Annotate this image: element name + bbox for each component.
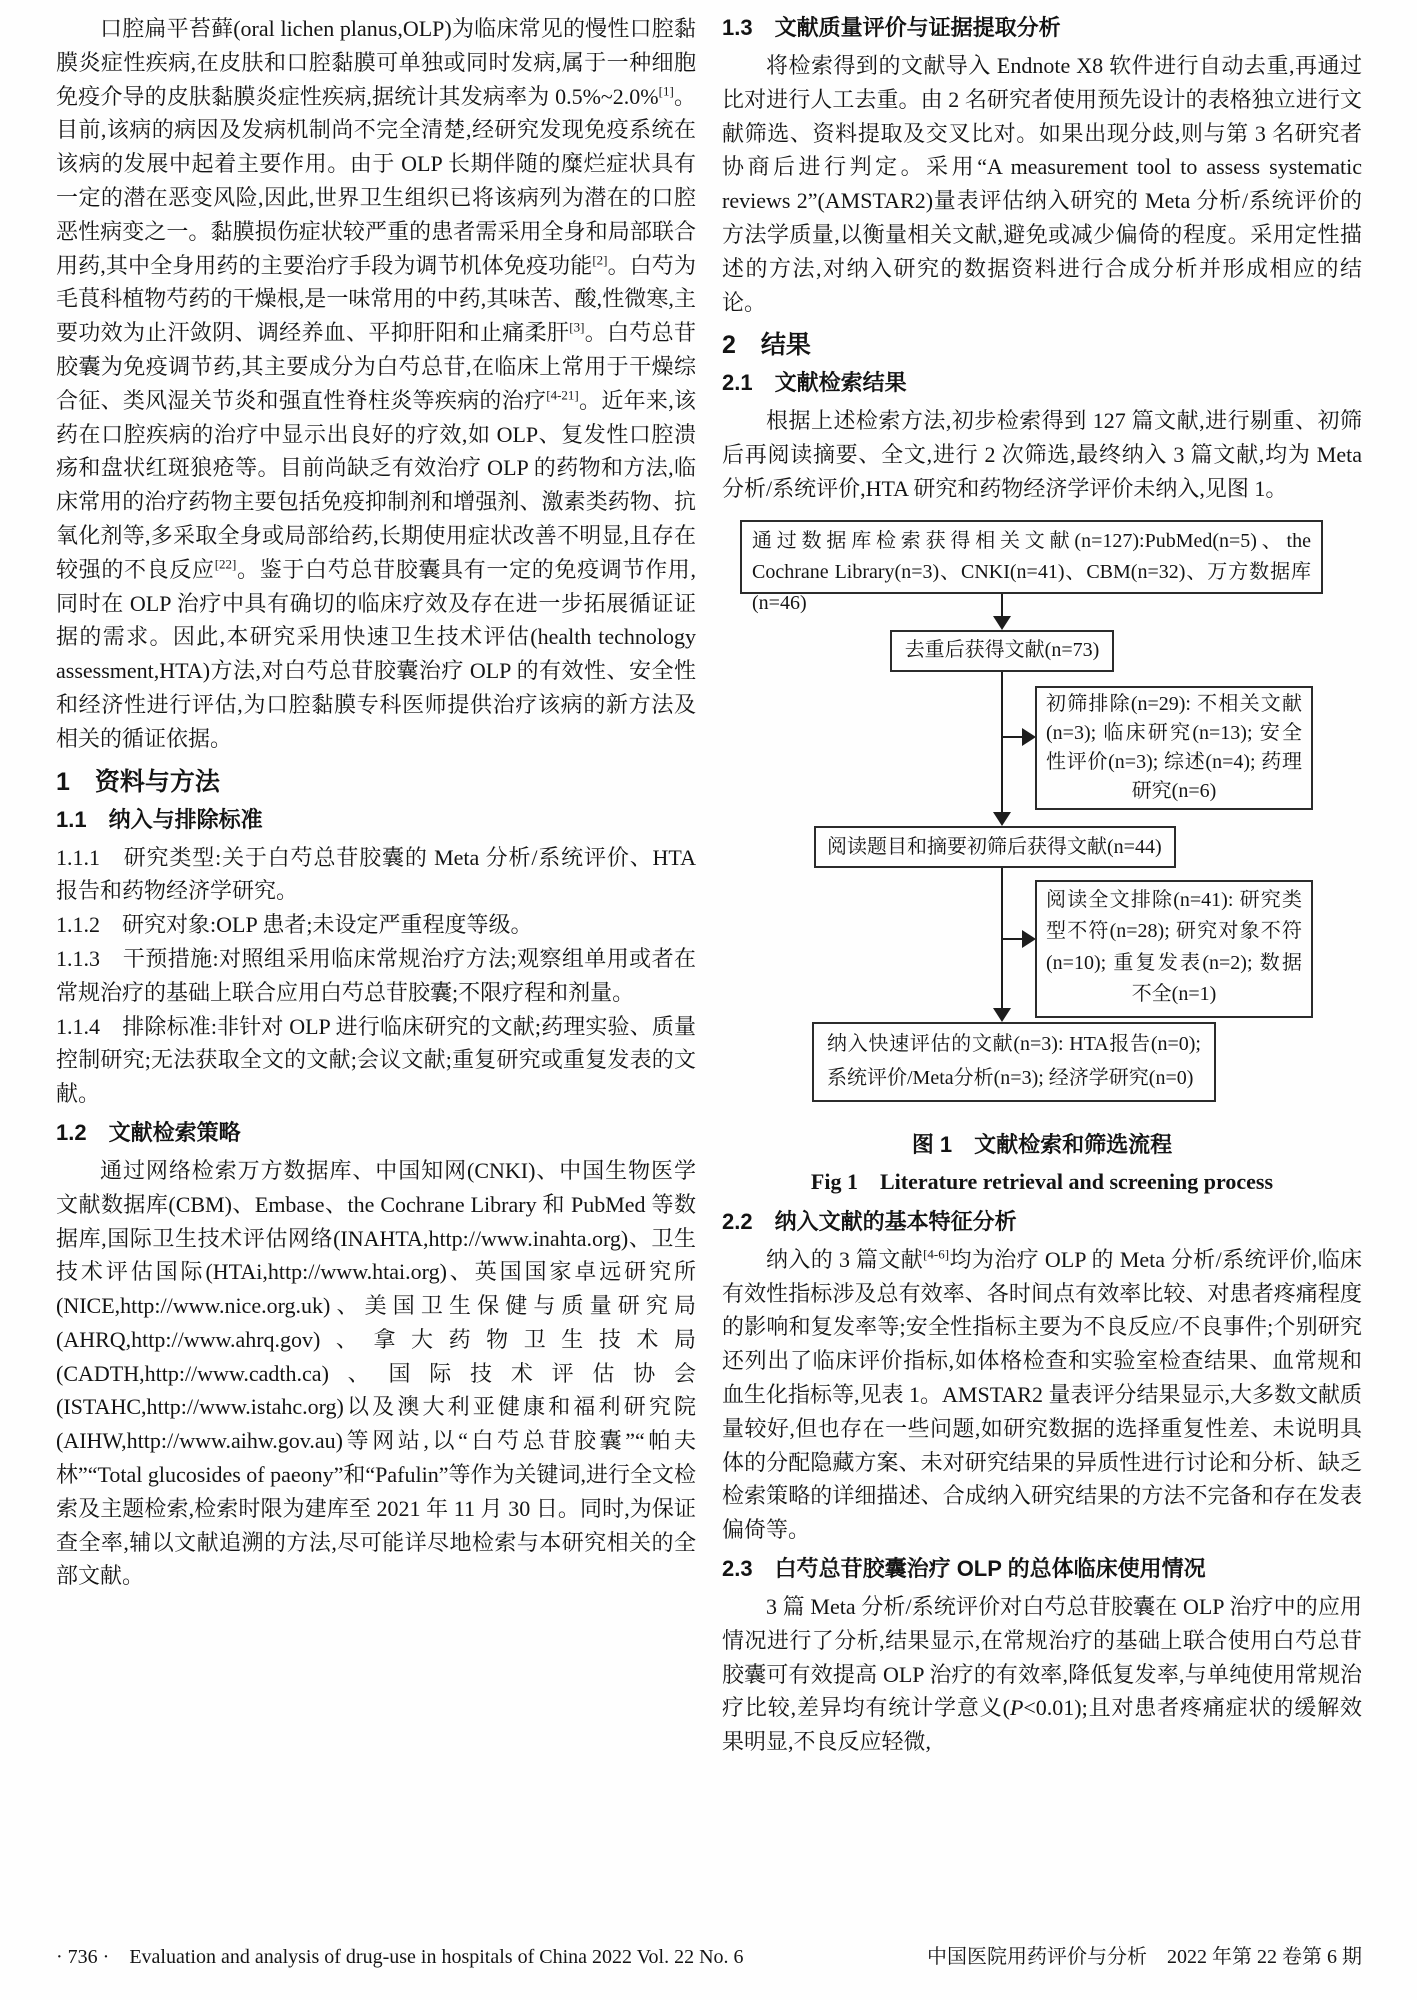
figure1-flowchart [722,518,1326,1110]
heading-materials-methods: 1 资料与方法 [56,767,220,796]
paragraph-characteristics: 纳入的 3 篇文献[4-6]均为治疗 OLP 的 Meta 分析/系统评价,临床有效性指标涉及总有效率、各时间点有效率比较、对患者疼痛程度的影响和复发率等;安全性指标主要为不良反应/不良事件;个别研究还列出了临床评价指标,如体格检查和实验室检查结果、血常规和血生化指标等,见表 1。AMSTAR2 量表评分结果显示,大多数文献质量较好,但也存在一些问题,如研究数据的选择重复性差、未说明具体的分配隐藏方案、未对研究结果的异质性进行讨论和分析、缺乏检索策略的详细描述、合成纳入研究结果的方法不完备和存在发表偏倚等。 [722,1246,1362,1543]
heading-retrieval-results: 2.1 文献检索结果 [722,370,907,396]
item-interventions: 1.1.3 干预措施:对照组采用临床常规治疗方法;观察组单用或者在常规治疗的基础上联合应用白芍总苷胶囊;不限疗程和剂量。 [56,945,696,1005]
heading-quality-evaluation: 1.3 文献质量评价与证据提取分析 [722,15,1061,40]
heading-search-strategy: 1.2 文献检索策略 [56,1119,241,1145]
item-study-subjects: 1.1.2 研究对象:OLP 患者;未设定严重程度等级。 [56,912,533,938]
left-column [56,12,696,1759]
paragraph-retrieval-results: 根据上述检索方法,初步检索得到 127 篇文献,进行剔重、初筛后再阅读摘要、全文,进行 2 次筛选,最终纳入 3 篇文献,均为 Meta 分析/系统评价,HTA 研究和药物经济学评价未纳入,见图 1。 [722,408,1362,501]
flow-arrowhead-down-1 [993,616,1011,630]
figure1-caption-en: Fig 1 Literature retrieval and screening process [810,1168,1274,1194]
item-study-type: 1.1.1 研究类型:关于白芍总苷胶囊的 Meta 分析/系统评价、HTA 报告和药物经济学研究。 [56,844,696,904]
flow-arrow-down-1 [1001,594,1003,618]
flow-box-deduplicated: 去重后获得文献(n=73) [890,630,1114,672]
page-footer [56,1940,1362,1969]
paragraph-quality-evaluation: 将检索得到的文献导入 Endnote X8 软件进行自动去重,再通过比对进行人工去重。由 2 名研究者使用预先设计的表格独立进行文献筛选、资料提取及交叉比对。如果出现分歧,则与第 3 名研究者协商后进行判定。采用“A measurement tool to assess systematic reviews 2”(AMSTAR2)量表评估纳入研究的 Meta 分析/系统评价的方法学质量,以衡量相关文献,避免或减少偏倚的程度。采用定性描述的方法,对纳入研究的数据资料进行合成分析并形成相应的结论。 [722,53,1362,315]
flow-box-database-search: 通过数据库检索获得相关文献(n=127):PubMed(n=5)、the Cochrane Library(n=3)、CNKI(n=41)、CBM(n=32)、万方数据库(n=46) [740,520,1323,594]
flow-arrow-down-2 [1001,672,1003,812]
flow-box-fulltext-exclusion: 阅读全文排除(n=41): 研究类型不符(n=28); 研究对象不符(n=10); 重复发表(n=2); 数据不全(n=1) [1035,880,1313,1018]
paragraph-search-strategy: 通过网络检索万方数据库、中国知网(CNKI)、中国生物医学文献数据库(CBM)、Embase、the Cochrane Library 和 PubMed 等数据库,国际卫生技术评估网络(INAHTA,http://www.inahta.org)、卫生技术评估国际(HTAi,http://www.htai.org)、英国国家卓远研究所(NICE,http://www.nice.org.uk)、美国卫生保健与质量研究局(AHRQ,http://www.ahrq.gov)、拿大药物卫生技术局(CADTH,http://www.cadth.ca)、国际技术评估协会(ISTAHC,http://www.istahc.org)以及澳大利亚健康和福利研究院(AIHW,http://www.aihw.gov.au)等网站,以“白芍总苷胶囊”“帕夫林”“Total glucosides of paeony”和“Pafulin”等作为关键词,进行全文检索及主题检索,检索时限为建库至 2021 年 11 月 30 日。同时,为保证查全率,辅以文献追溯的方法,尽可能详尽地检索与本研究相关的全部文献。 [56,1157,696,1589]
flow-arrow-right-2 [1003,938,1023,940]
figure1-caption-zh: 图 1 文献检索和筛选流程 [911,1131,1173,1157]
right-column [722,12,1362,1759]
flow-arrowhead-right-1 [1022,728,1036,746]
intro-paragraph: 口腔扁平苔藓(oral lichen planus,OLP)为临床常见的慢性口腔黏膜炎症性疾病,在皮肤和口腔黏膜可单独或同时发病,属于一种细胞免疫介导的皮肤黏膜炎症性疾病,据统计其发病率为 0.5%~2.0%[1]。目前,该病的病因及发病机制尚不完全清楚,经研究发现免疫系统在该病的发展中起着主要作用。由于 OLP 长期伴随的糜烂症状具有一定的潜在恶变风险,因此,世界卫生组织已将该病列为潜在的口腔恶性病变之一。黏膜损伤症状较严重的患者需采用全身和局部联合用药,其中全身用药的主要治疗手段为调节机体免疫功能[2]。白芍为毛茛科植物芍药的干燥根,是一味常用的中药,其味苦、酸,性微寒,主要功效为止汗敛阴、调经养血、平抑肝阳和止痛柔肝[3]。白芍总苷胶囊为免疫调节药,其主要成分为白芍总苷,在临床上常用于干燥综合征、类风湿关节炎和强直性脊柱炎等疾病的治疗[4-21]。近年来,该药在口腔疾病的治疗中显示出良好的疗效,如 OLP、复发性口腔溃疡和盘状红斑狼疮等。目前尚缺乏有效治疗 OLP 的药物和方法,临床常用的治疗药物主要包括免疫抑制剂和增强剂、激素类药物、抗氧化剂等,多采取全身或局部给药,长期使用症状改善不明显,且存在较强的不良反应[22]。鉴于白芍总苷胶囊具有一定的免疫调节作用,同时在 OLP 治疗中具有确切的临床疗效及存在进一步拓展循证证据的需求。因此,本研究采用快速卫生技术评估(health technology assessment,HTA)方法,对白芍总苷胶囊治疗 OLP 的有效性、安全性和经济性进行评估,为口腔黏膜专科医师提供治疗该病的新方法及相关的循证依据。 [56,16,696,751]
paragraph-clinical-use: 3 篇 Meta 分析/系统评价对白芍总苷胶囊在 OLP 治疗中的应用情况进行了分析,结果显示,在常规治疗的基础上联合使用白芍总苷胶囊可有效提高 OLP 治疗的有效率,降低复发率,与单纯使用常规治疗比较,差异均有统计学意义(P<0.01);且对患者疼痛症状的缓解效果明显,不良反应轻微, [722,1593,1362,1755]
flow-arrowhead-down-2 [993,812,1011,826]
heading-results: 2 结果 [722,331,811,360]
flow-box-title-abstract-screened: 阅读题目和摘要初筛后获得文献(n=44) [814,826,1176,868]
footer-page-journal-en: · 736 · Evaluation and analysis of drug-use in hospitals of China 2022 Vol. 22 No. 6 [56,1946,744,1968]
item-exclusion-criteria: 1.1.4 排除标准:非针对 OLP 进行临床研究的文献;药理实验、质量控制研究;无法获取全文的文献;会议文献;重复研究或重复发表的文献。 [56,1013,696,1107]
flow-arrow-right-1 [1003,736,1023,738]
flow-box-included: 纳入快速评估的文献(n=3): HTA报告(n=0); 系统评价/Meta分析(n=3); 经济学研究(n=0) [812,1022,1216,1102]
flow-arrowhead-down-3 [993,1008,1011,1022]
heading-clinical-use: 2.3 白芍总苷胶囊治疗 OLP 的总体临床使用情况 [722,1555,1206,1581]
heading-inclusion-exclusion-criteria: 1.1 纳入与排除标准 [56,806,263,832]
flow-box-initial-exclusion: 初筛排除(n=29): 不相关文献(n=3); 临床研究(n=13); 安全性评价(n=3); 综述(n=4); 药理研究(n=6) [1035,686,1313,810]
footer-journal-zh: 中国医院用药评价与分析 2022 年第 22 卷第 6 期 [927,1946,1362,1968]
flow-arrowhead-right-2 [1022,930,1036,948]
two-column-layout [56,12,1362,1759]
heading-characteristics: 2.2 纳入文献的基本特征分析 [722,1208,1017,1234]
